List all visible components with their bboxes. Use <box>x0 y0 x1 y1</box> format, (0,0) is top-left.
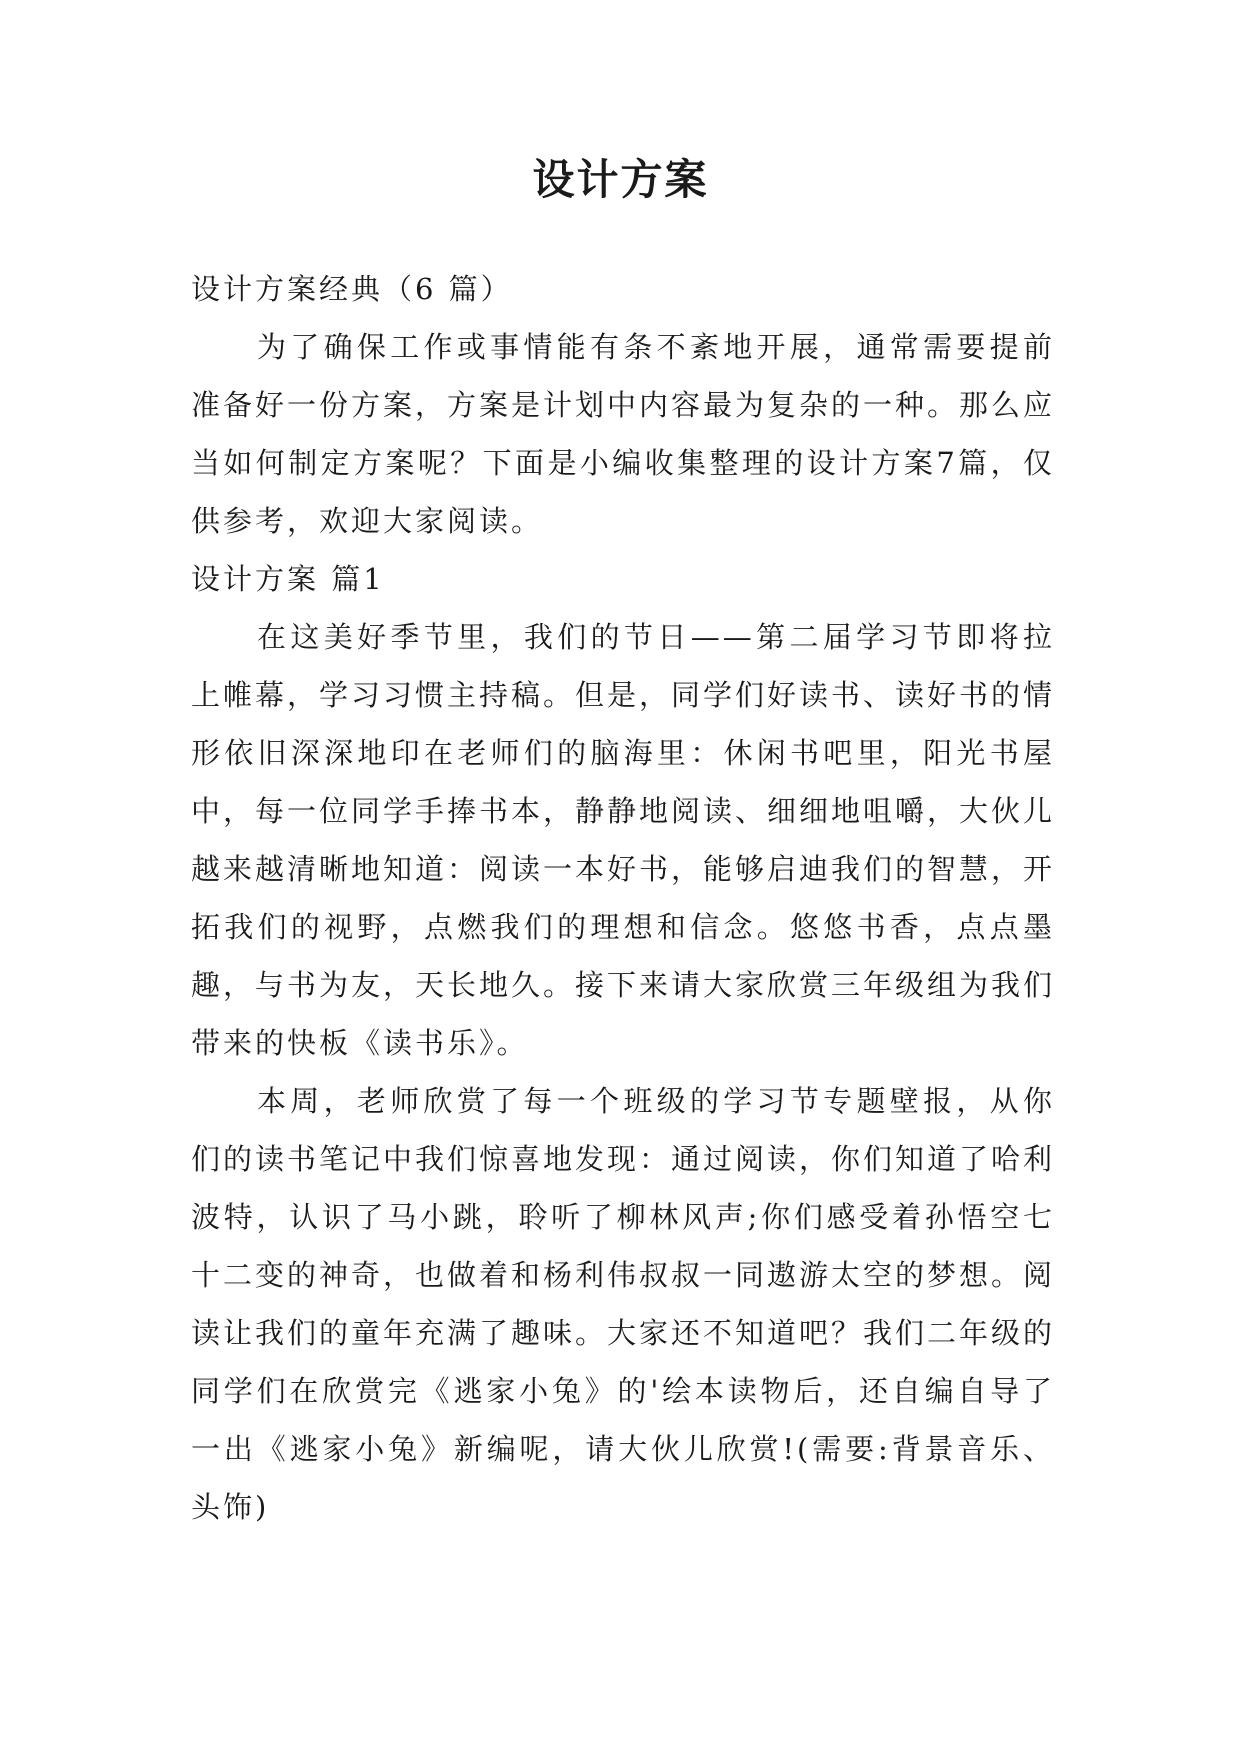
body-paragraph-2: 本周，老师欣赏了每一个班级的学习节专题壁报，从你们的读书笔记中我们惊喜地发现：通过阅读，你们知道了哈利波特，认识了马小跳，聆听了柳林风声;你们感受着孙悟空七十二变的神奇，也做着和杨利伟叔叔一同遨游太空的梦想。阅读让我们的童年充满了趣味。大家还不知道吧？我们二年级的同学们在欣赏完《逃家小兔》的'绘本读物后，还自编自导了一出《逃家小兔》新编呢，请大伙儿欣赏!(需要:背景音乐、头饰) <box>191 1084 1056 1524</box>
document-subtitle: 设计方案经典（6 篇） <box>191 272 513 306</box>
document-body <box>191 260 1055 1536</box>
document-title: 设计方案 <box>532 155 709 204</box>
section-heading: 设计方案 篇1 <box>191 562 385 596</box>
body-paragraph-1: 在这美好季节里，我们的节日——第二届学习节即将拉上帷幕，学习习惯主持稿。但是，同学们好读书、读好书的情形依旧深深地印在老师们的脑海里：休闲书吧里，阳光书屋中，每一位同学手捧书本，静静地阅读、细细地咀嚼，大伙儿越来越清晰地知道：阅读一本好书，能够启迪我们的智慧，开拓我们的视野，点燃我们的理想和信念。悠悠书香，点点墨趣，与书为友，天长地久。接下来请大家欣赏三年级组为我们带来的快板《读书乐》。 <box>191 620 1056 1060</box>
intro-paragraph: 为了确保工作或事情能有条不紊地开展，通常需要提前准备好一份方案，方案是计划中内容最为复杂的一种。那么应当如何制定方案呢？下面是小编收集整理的设计方案7篇，仅供参考，欢迎大家阅读。 <box>191 330 1056 538</box>
